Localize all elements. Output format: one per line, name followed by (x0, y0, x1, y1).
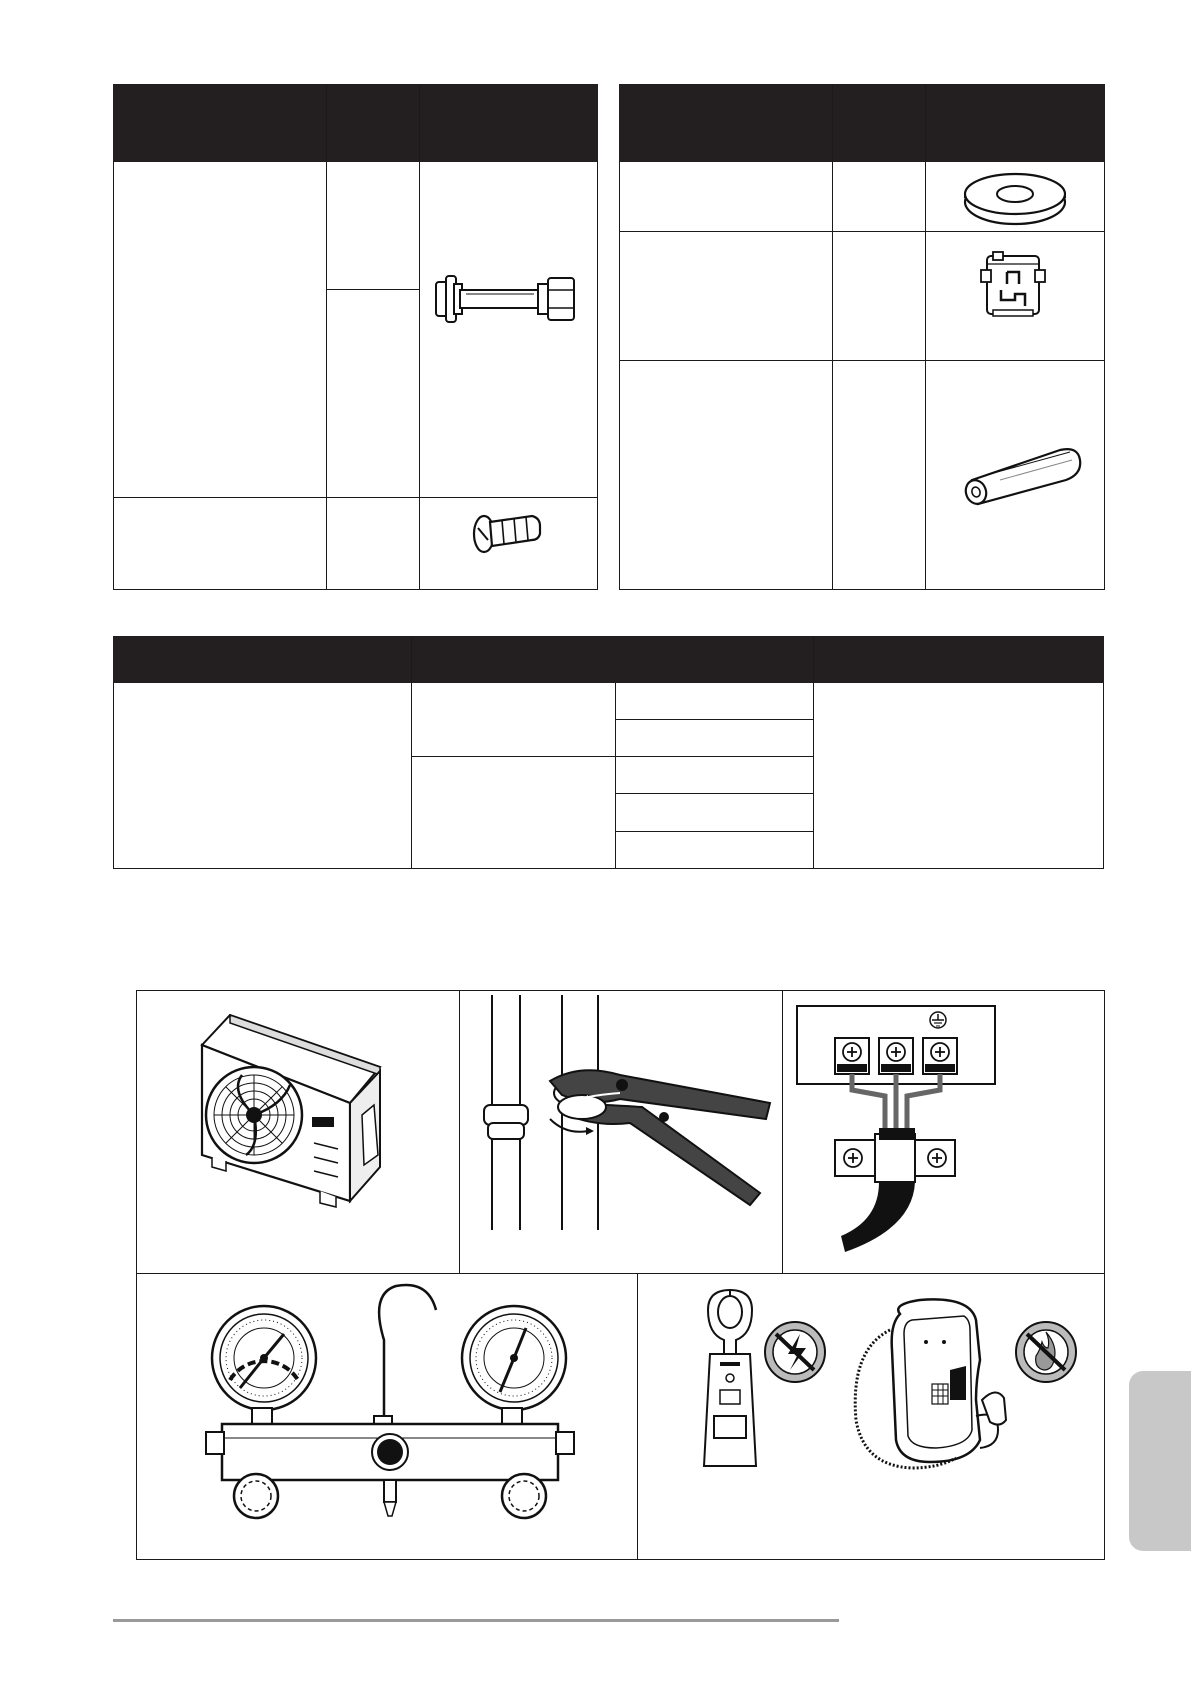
terminal-block-icon (795, 1000, 1005, 1260)
clamp-meter-and-leak-detector-icon (680, 1290, 1090, 1480)
manifold-gauge-icon (200, 1280, 580, 1540)
table-header (113, 636, 1104, 683)
footer-rule (113, 1619, 839, 1622)
section-side-tab (1129, 1371, 1191, 1551)
pipe-union-adapter-icon (430, 270, 590, 330)
table-header (113, 84, 598, 162)
sealing-washer-icon (960, 170, 1070, 230)
outdoor-unit-icon (190, 1005, 410, 1215)
magnetic-ring-icon (975, 250, 1055, 320)
wrench-on-pipe-icon (470, 995, 775, 1235)
insulation-tube-icon (960, 440, 1085, 510)
table-header (619, 84, 1105, 162)
drain-connector-icon (470, 508, 550, 558)
